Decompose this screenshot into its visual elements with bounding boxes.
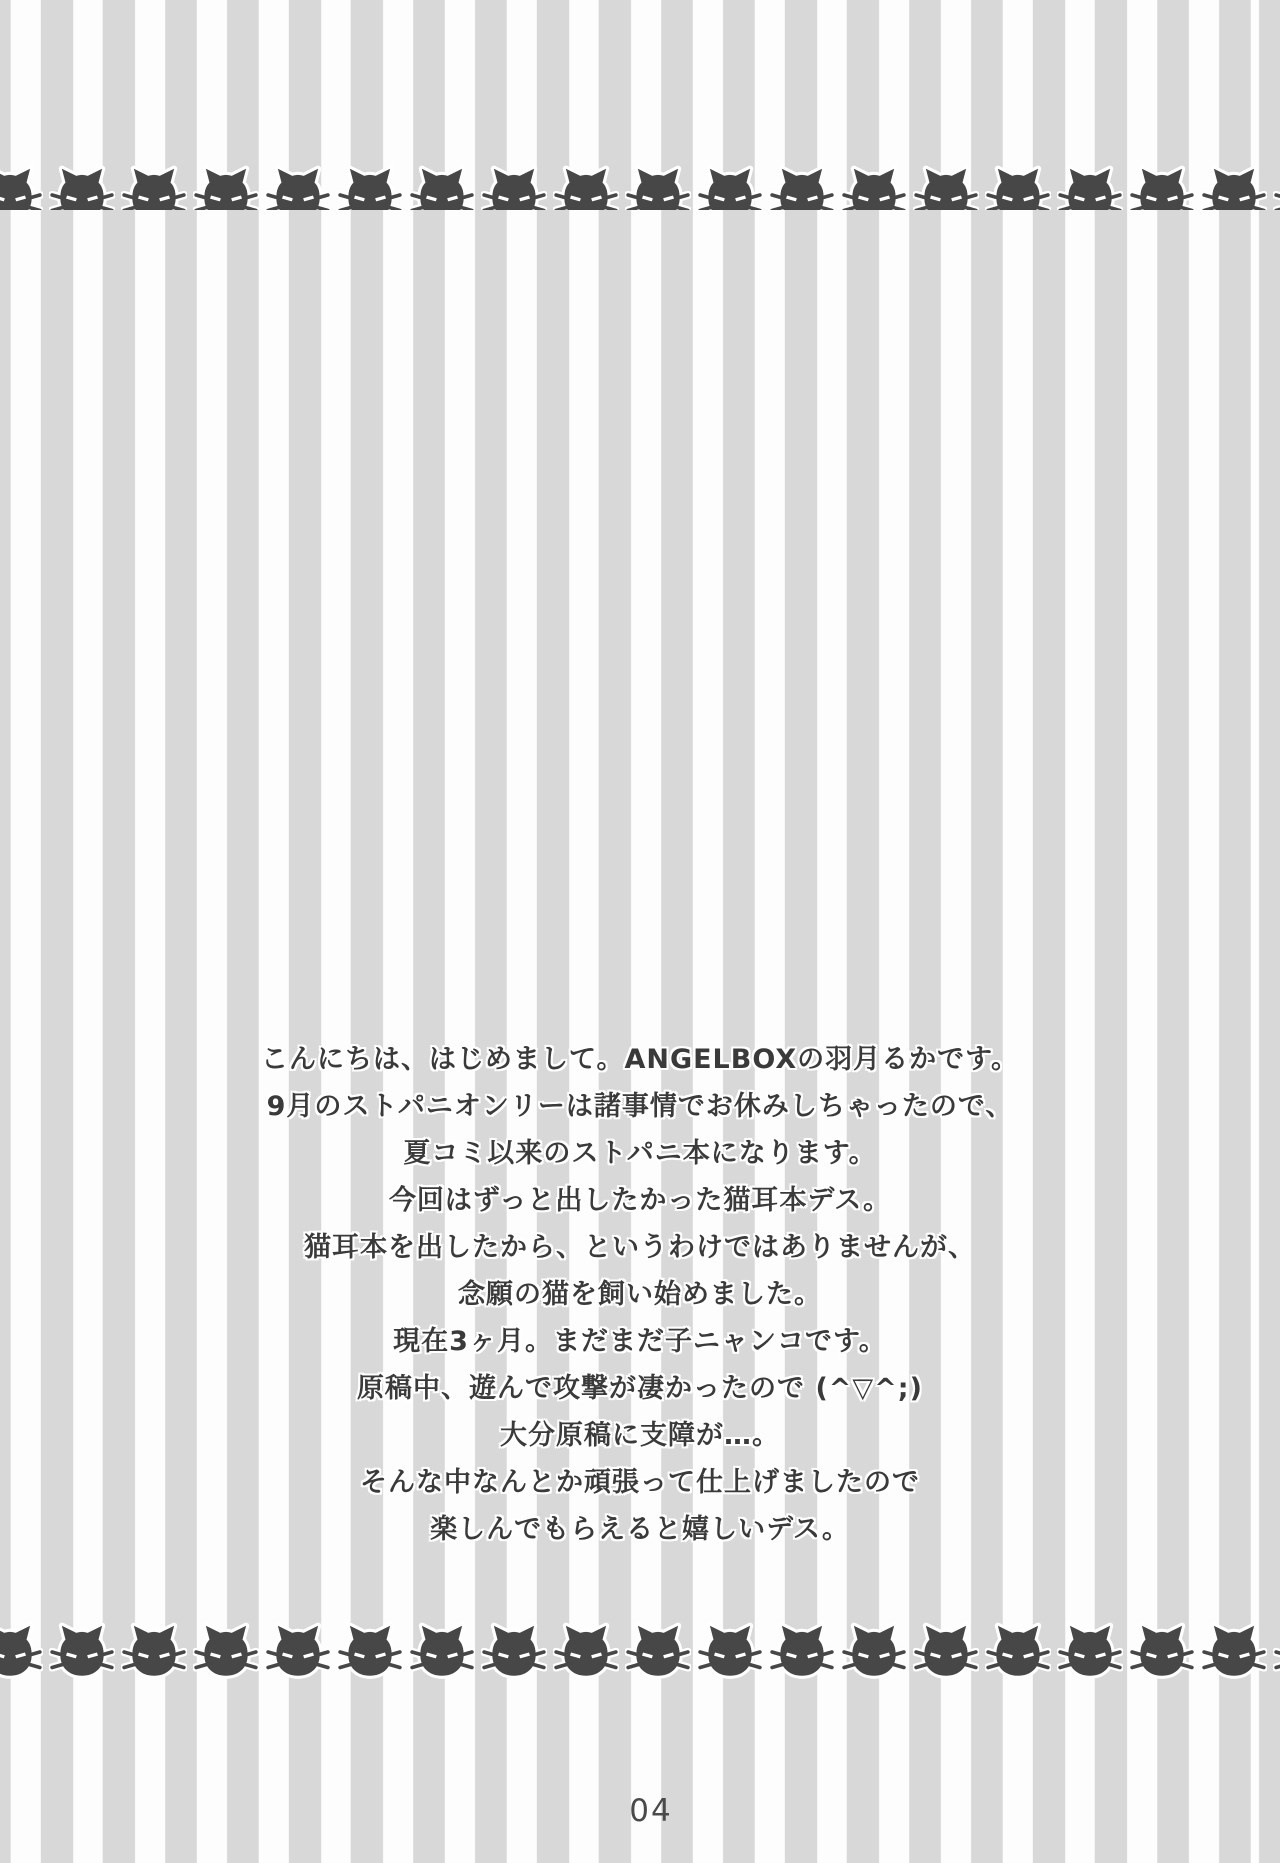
- afterword-line: 原稿中、遊んで攻撃が凄かったので (^▽^;): [357, 1373, 923, 1404]
- cat-head-icon: [841, 1622, 907, 1682]
- afterword-line: 楽しんでもらえると嬉しいデス。: [430, 1514, 850, 1545]
- cat-head-icon: [49, 1622, 115, 1682]
- cat-head-icon: [625, 1622, 691, 1682]
- cat-head-icon: [913, 1622, 979, 1682]
- cat-head-icon: [265, 165, 331, 210]
- cat-border-row-top: [0, 165, 1280, 210]
- cat-head-icon: [337, 1622, 403, 1682]
- cat-head-icon: [1057, 1622, 1123, 1682]
- cat-head-icon: [409, 1622, 475, 1682]
- cat-head-icon: [121, 1622, 187, 1682]
- cat-head-icon: [265, 1622, 331, 1682]
- afterword-line: そんな中なんとか頑張って仕上げましたので: [360, 1467, 920, 1498]
- afterword-line: 今回はずっと出したかった猫耳本デス。: [388, 1185, 892, 1216]
- afterword-line: 猫耳本を出したから、というわけではありませんが、: [304, 1232, 976, 1263]
- afterword-line: 大分原稿に支障が…。: [500, 1420, 780, 1451]
- cat-head-icon: [625, 165, 691, 210]
- page-number: 04: [629, 1793, 673, 1829]
- cat-head-icon: [1273, 1622, 1280, 1682]
- cat-head-icon: [0, 165, 43, 210]
- cat-head-icon: [1129, 1622, 1195, 1682]
- cat-head-icon: [985, 1622, 1051, 1682]
- cat-head-icon: [1129, 165, 1195, 210]
- cat-head-icon: [121, 165, 187, 210]
- cat-head-icon: [0, 1622, 43, 1682]
- cat-head-icon: [337, 165, 403, 210]
- afterword-line: 現在3ヶ月。まだまだ子ニャンコです。: [393, 1326, 887, 1357]
- cat-head-icon: [769, 1622, 835, 1682]
- cat-head-icon: [985, 165, 1051, 210]
- cat-head-icon: [1201, 1622, 1267, 1682]
- cat-head-icon: [841, 165, 907, 210]
- afterword-line: 念願の猫を飼い始めました。: [458, 1279, 822, 1310]
- cat-head-icon: [1273, 165, 1280, 210]
- afterword-line: 夏コミ以来のストパニ本になります。: [403, 1138, 877, 1169]
- afterword-line: 9月のストパニオンリーは諸事情でお休みしちゃったので、: [266, 1091, 1014, 1122]
- cat-head-icon: [697, 1622, 763, 1682]
- cat-head-icon: [553, 165, 619, 210]
- afterword-text-block: [0, 1036, 1280, 1553]
- cat-border-row-bottom: [0, 1622, 1280, 1684]
- cat-head-icon: [553, 1622, 619, 1682]
- cat-head-icon: [481, 165, 547, 210]
- cat-head-icon: [1201, 165, 1267, 210]
- cat-head-icon: [409, 165, 475, 210]
- afterword-line: こんにちは、はじめまして。ANGELBOXの羽月るかです。: [261, 1044, 1019, 1075]
- cat-head-icon: [697, 165, 763, 210]
- cat-head-icon: [913, 165, 979, 210]
- cat-head-icon: [193, 165, 259, 210]
- cat-head-icon: [49, 165, 115, 210]
- cat-head-icon: [193, 1622, 259, 1682]
- cat-head-icon: [481, 1622, 547, 1682]
- cat-head-icon: [769, 165, 835, 210]
- cat-head-icon: [1057, 165, 1123, 210]
